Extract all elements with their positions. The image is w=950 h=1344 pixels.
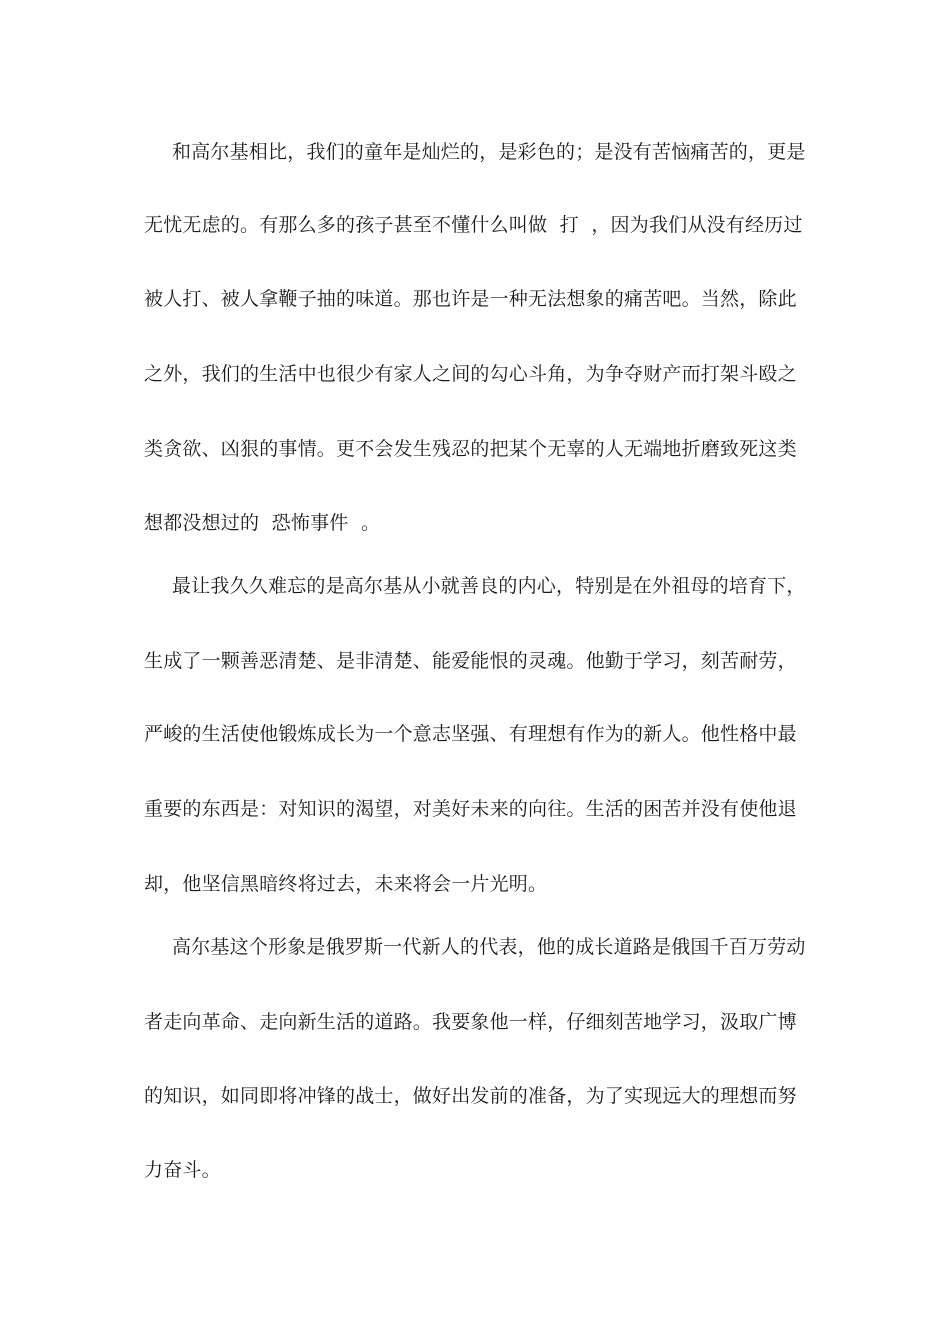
paragraph-line: 最让我久久难忘的是高尔基从小就善良的内心，特别是在外祖母的培育下， <box>172 575 806 597</box>
paragraph-line: 严峻的生活使他锻炼成长为一个意志坚强、有理想有作为的新人。他性格中最 <box>144 723 797 745</box>
paragraph-line: 却，他坚信黑暗终将过去，未来将会一片光明。 <box>144 873 548 895</box>
paragraph-line: 无忧无虑的。有那么多的孩子甚至不懂什么叫做 打 ，因为我们从没有经历过 <box>144 214 803 236</box>
paragraph-line: 类贪欲、凶狠的事情。更不会发生残忍的把某个无辜的人无端地折磨致死这类 <box>144 438 797 460</box>
paragraph-line: 力奋斗。 <box>144 1159 221 1181</box>
paragraph-line: 之外，我们的生活中也很少有家人之间的勾心斗角，为争夺财产而打架斗殴之 <box>144 363 797 385</box>
paragraph-line: 想都没想过的 恐怖事件 。 <box>144 512 381 534</box>
paragraph-line: 高尔基这个形象是俄罗斯一代新人的代表，他的成长道路是俄国千百万劳动 <box>172 936 806 958</box>
paragraph-line: 者走向革命、走向新生活的道路。我要象他一样，仔细刻苦地学习，汲取广博 <box>144 1011 797 1033</box>
paragraph-line: 重要的东西是：对知识的渴望，对美好未来的向往。生活的困苦并没有使他退 <box>144 798 797 820</box>
paragraph-line: 被人打、被人拿鞭子抽的味道。那也许是一种无法想象的痛苦吧。当然，除此 <box>144 288 797 310</box>
paragraph-line: 和高尔基相比，我们的童年是灿烂的，是彩色的；是没有苦恼痛苦的，更是 <box>172 141 806 163</box>
paragraph-line: 生成了一颗善恶清楚、是非清楚、能爱能恨的灵魂。他勤于学习，刻苦耐劳， <box>144 650 797 672</box>
paragraph-line: 的知识，如同即将冲锋的战士，做好出发前的准备，为了实现远大的理想而努 <box>144 1085 797 1107</box>
